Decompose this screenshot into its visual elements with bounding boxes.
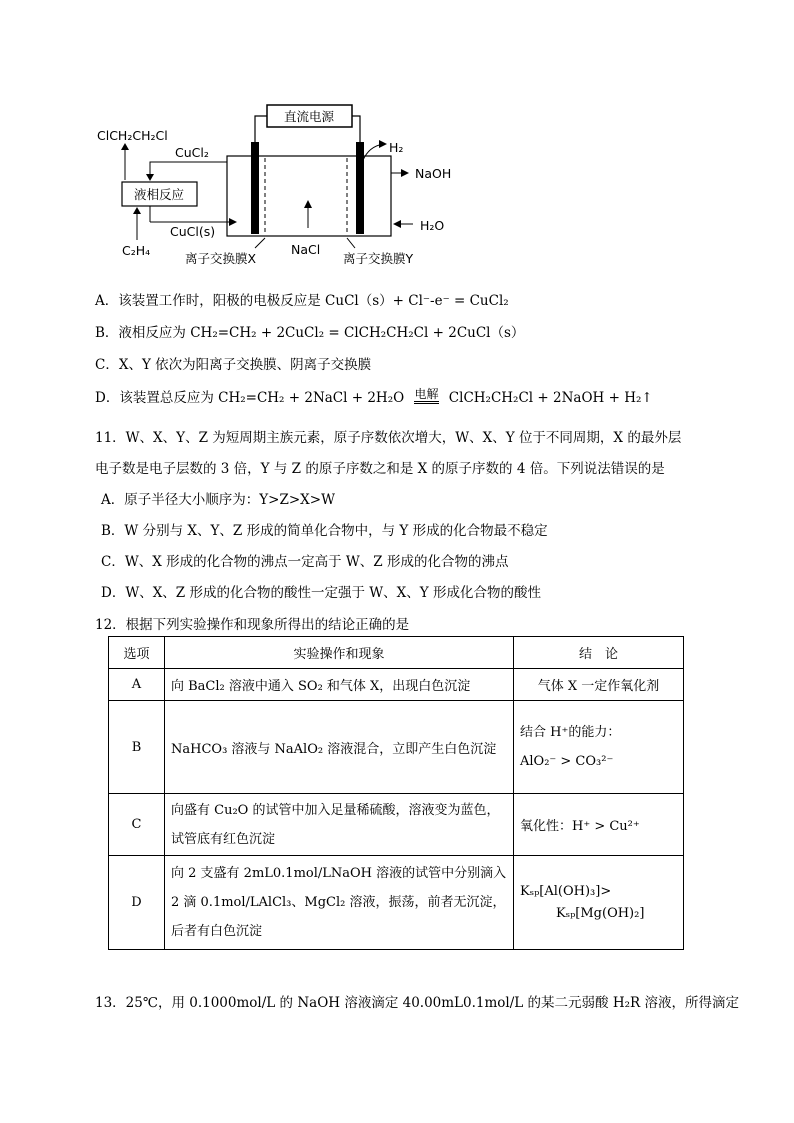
h2o-label: H₂O — [420, 218, 445, 233]
q10-option-c: C．X、Y 依次为阳离子交换膜、阴离子交换膜 — [95, 357, 372, 373]
row-b-option: B — [109, 701, 165, 794]
membrane-x-label: 离子交换膜X — [185, 251, 257, 266]
membrane-y-label: 离子交换膜Y — [343, 251, 414, 266]
table-row — [109, 856, 684, 950]
naoh-label: NaOH — [415, 166, 452, 181]
row-d-operation-line1: 向 2 支盛有 2mL0.1mol/LNaOH 溶液的试管中分别滴入 — [171, 866, 507, 881]
q10-option-d-left: D．该装置总反应为 CH₂=CH₂ + 2NaCl + 2H₂O — [95, 390, 405, 406]
q12-stem: 12．根据下列实验操作和现象所得出的结论正确的是 — [95, 617, 410, 633]
q11-option-b: B．W 分别与 X、Y、Z 形成的简单化合物中，与 Y 形成的化合物最不稳定 — [101, 523, 548, 539]
row-c-operation — [165, 794, 514, 856]
table-row — [109, 669, 684, 701]
row-c-operation-line2: 试管底有红色沉淀 — [171, 831, 276, 847]
q10-option-a: A．该装置工作时，阳极的电极反应是 CuCl（s）+ Cl⁻-e⁻ = CuCl₂ — [95, 293, 509, 309]
c2h4-label: C₂H₄ — [122, 243, 151, 258]
row-d-operation-line2: 2 滴 0.1mol/LAlCl₃、MgCl₂ 溶液，振荡，前者无沉淀， — [171, 895, 506, 910]
table-row — [109, 794, 684, 856]
row-d-operation-line3: 后者有白色沉淀 — [171, 924, 263, 939]
row-d-conclusion-line2: Kₛₚ[Mg(OH)₂] — [556, 905, 645, 921]
row-d-conclusion-line1: Kₛₚ[Al(OH)₃]> — [520, 883, 612, 899]
row-c-option: C — [109, 794, 165, 856]
anode-electrode — [251, 142, 259, 234]
row-b-conclusion-line2: AlO₂⁻ > CO₃²⁻ — [520, 754, 614, 769]
header-conclusion: 结 论 — [514, 637, 684, 669]
table-row — [109, 701, 684, 794]
cucl-solid-label: CuCl(s) — [170, 224, 216, 239]
electrolysis-condition: 电解 — [414, 388, 438, 404]
nacl-label: NaCl — [291, 242, 321, 257]
product-label: ClCH₂CH₂Cl — [97, 128, 168, 143]
row-a-operation: 向 BaCl₂ 溶液中通入 SO₂ 和气体 X，出现白色沉淀 — [165, 669, 514, 701]
cathode-electrode — [356, 142, 364, 234]
header-option: 选项 — [109, 637, 165, 669]
h2-label: H₂ — [389, 140, 404, 155]
q10-option-d-right: ClCH₂CH₂Cl + 2NaOH + H₂↑ — [448, 390, 653, 406]
row-a-conclusion: 气体 X 一定作氧化剂 — [514, 669, 684, 701]
q12-table — [108, 636, 684, 950]
row-d-option: D — [109, 856, 165, 950]
row-d-operation — [165, 856, 514, 950]
power-supply-label: 直流电源 — [283, 109, 335, 124]
q10-option-b: B．液相反应为 CH₂=CH₂ + 2CuCl₂ = ClCH₂CH₂Cl + 2CuCl（s） — [95, 325, 525, 341]
q11-stem-line2: 电子数是电子层数的 3 倍，Y 与 Z 的原子序数之和是 X 的原子序数的 4 倍。下列说法错误的是 — [95, 461, 665, 477]
row-b-operation: NaHCO₃ 溶液与 NaAlO₂ 溶液混合，立即产生白色沉淀 — [165, 701, 514, 794]
q11-option-d: D．W、X、Z 形成的化合物的酸性一定强于 W、X、Y 形成化合物的酸性 — [101, 585, 541, 601]
header-operation: 实验操作和现象 — [165, 637, 514, 669]
row-d-conclusion — [514, 856, 684, 950]
table-header-row — [109, 637, 684, 669]
q11-option-c: C．W、X 形成的化合物的沸点一定高于 W、Z 形成的化合物的沸点 — [101, 554, 509, 570]
row-c-conclusion: 氧化性：H⁺ > Cu²⁺ — [514, 794, 684, 856]
q11-stem-line1: 11．W、X、Y、Z 为短周期主族元素，原子序数依次增大，W、X、Y 位于不同周期，X 的最外层 — [95, 430, 682, 446]
liquid-reaction-label: 液相反应 — [133, 187, 185, 202]
q13-stem: 13．25℃，用 0.1000mol/L 的 NaOH 溶液滴定 40.00mL0.1mol/L 的某二元弱酸 H₂R 溶液，所得滴定 — [95, 995, 739, 1011]
q10-option-d — [95, 386, 653, 408]
electrolysis-apparatus-diagram — [95, 100, 495, 275]
cucl2-label: CuCl₂ — [175, 145, 209, 160]
q11-option-a: A．原子半径大小顺序为：Y>Z>X>W — [101, 492, 335, 508]
row-c-operation-line1: 向盛有 Cu₂O 的试管中加入足量稀硫酸，溶液变为蓝色， — [171, 802, 500, 818]
row-a-option: A — [109, 669, 165, 701]
row-b-conclusion — [514, 701, 684, 794]
row-b-conclusion-line1: 结合 H⁺的能力： — [520, 725, 621, 740]
